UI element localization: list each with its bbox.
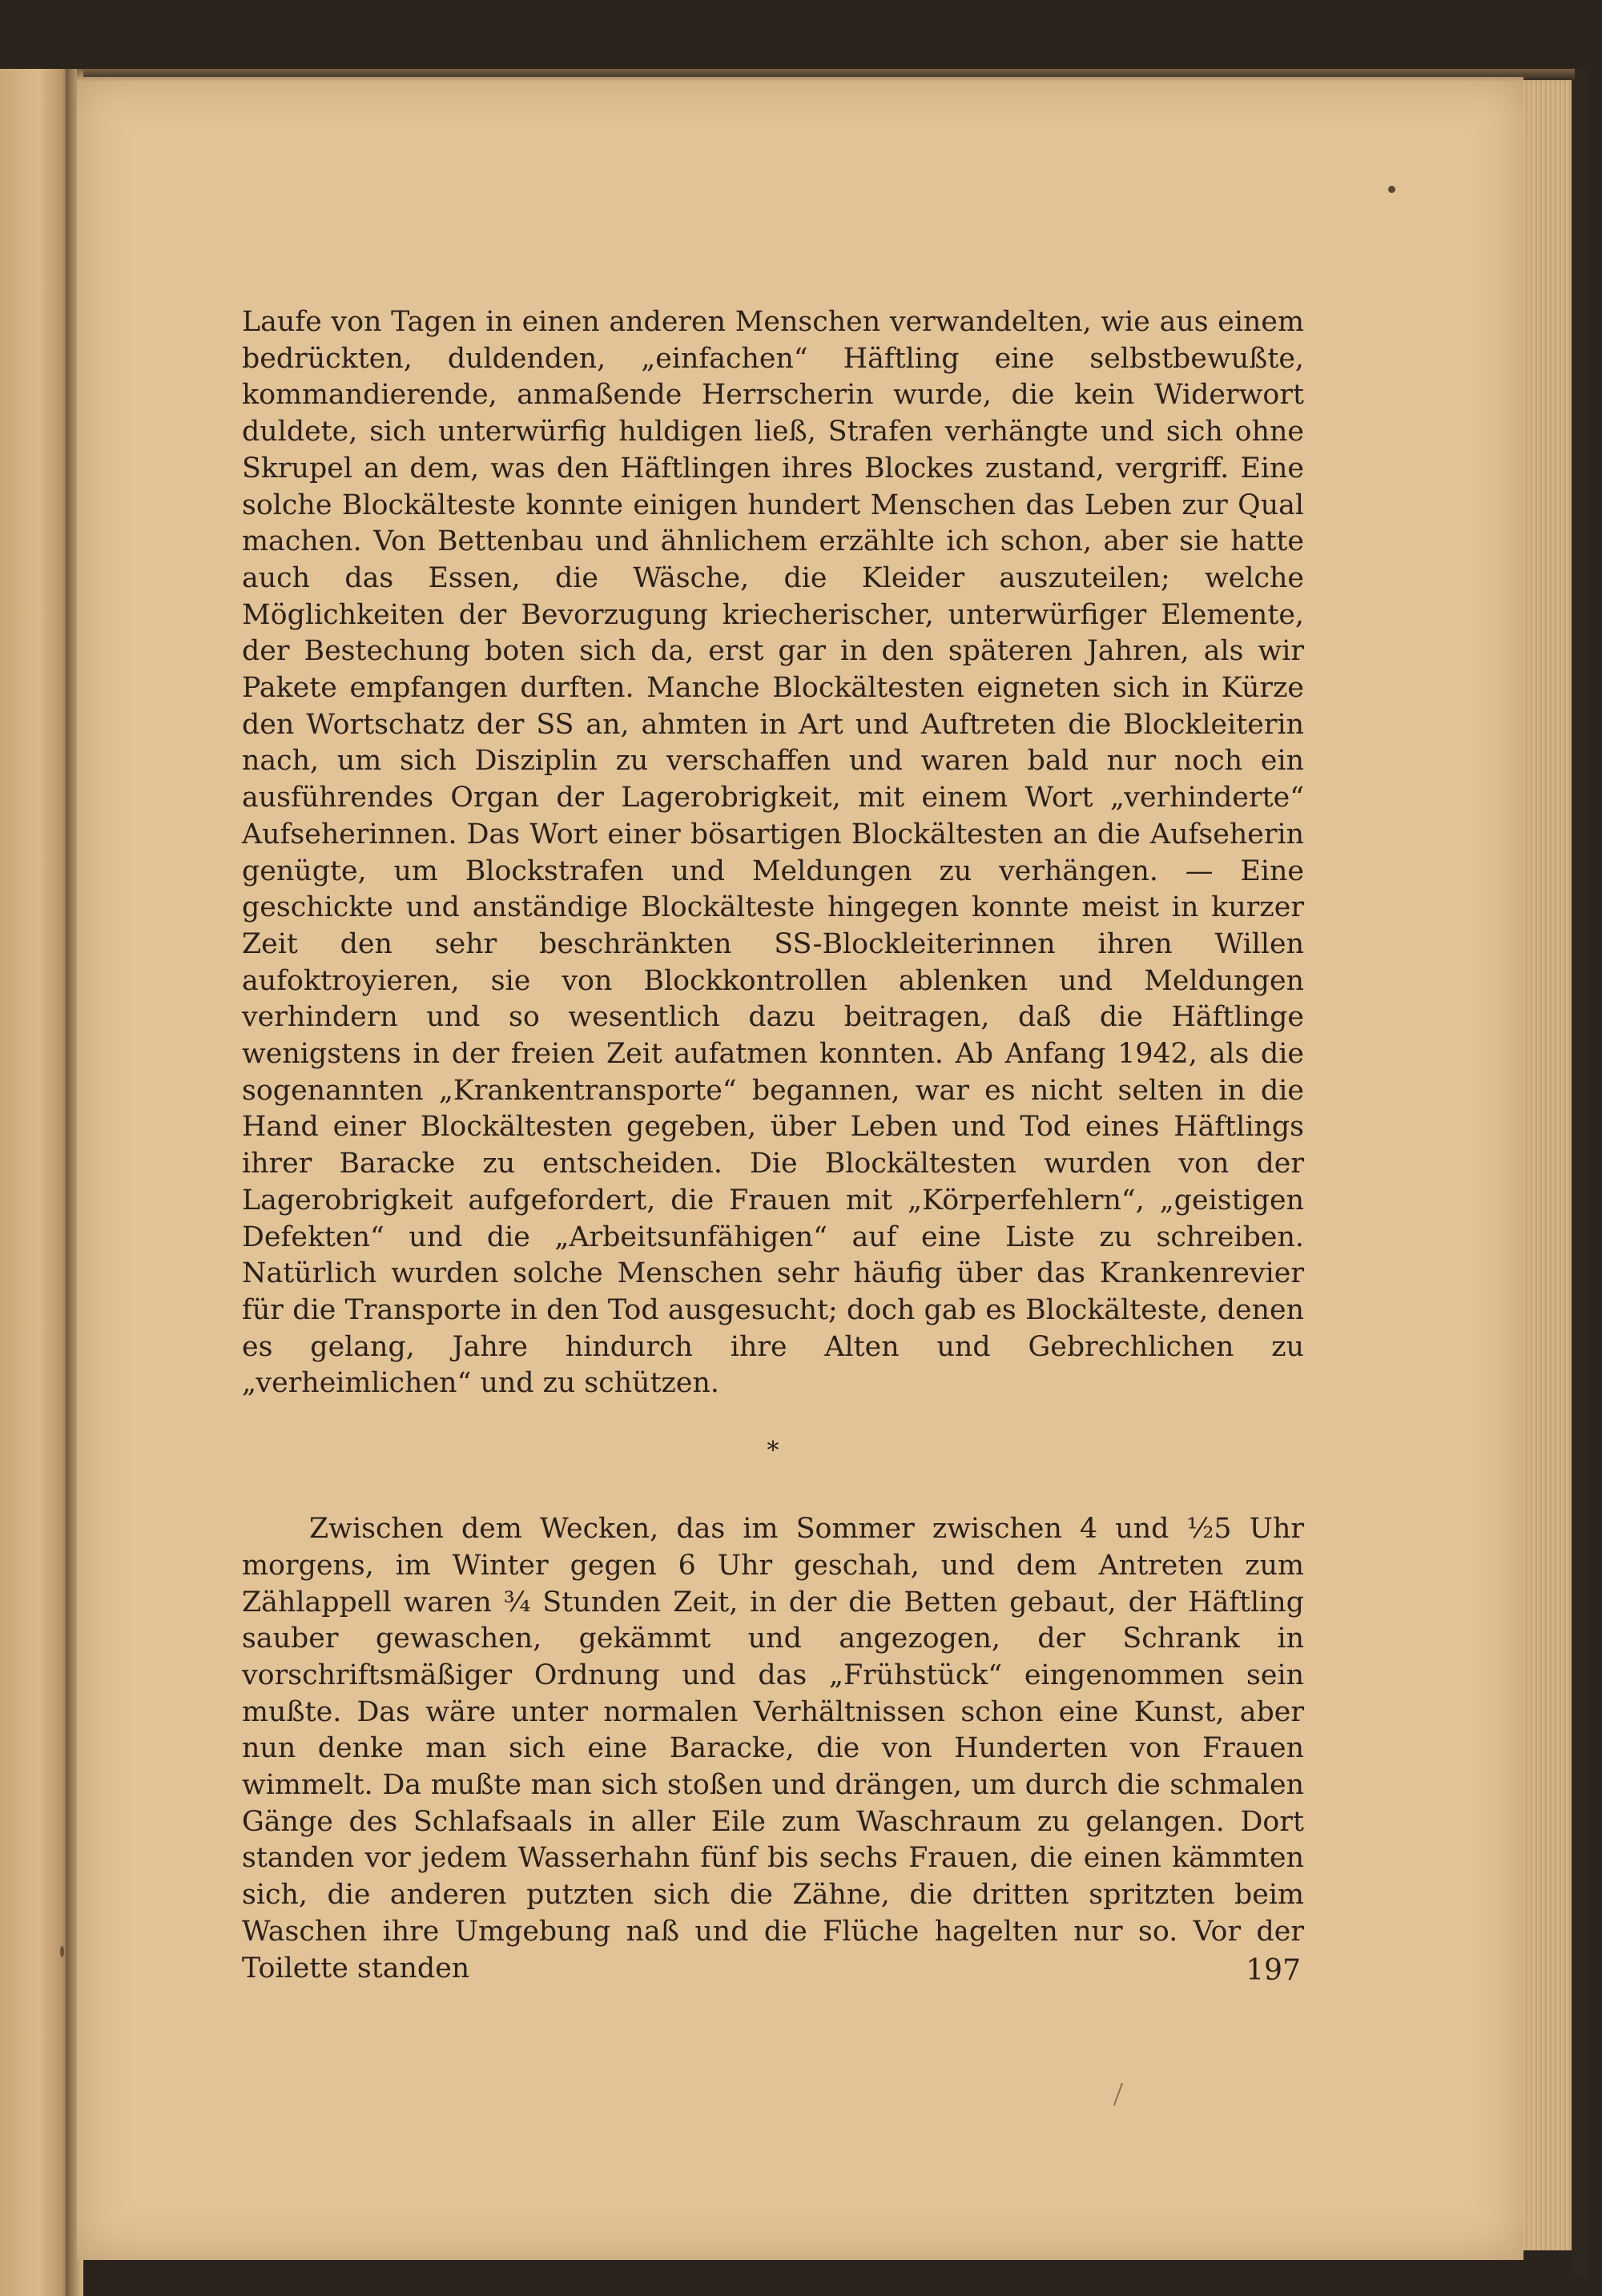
paper-speck bbox=[1388, 186, 1395, 193]
paragraph-2: Zwischen dem Wecken, das im Sommer zwischen 4 und ½5 Uhr morgens, im Winter gegen 6 Uhr geschah, und dem Antreten zum Zählappell waren ¾ Stunden Zeit, in der die Betten gebaut, der Häftling sauber gewaschen, gekämmt und angezogen, der Schrank in vorschriftsmäßiger Ordnung und das „Frühstück“ eingenommen sein mußte. Das wäre unter normalen Verhältnissen schon eine Kunst, aber nun denke man sich eine Baracke, die von Hunderten von Frauen wimmelt. Da mußte man sich stoßen und drängen, um durch die schmalen Gänge des Schlafsaals in aller Eile zum Waschraum zu gelangen. Dort standen vor jedem Wasserhahn fünf bis sechs Frauen, die einen kämmten sich, die anderen putzten sich die Zähne, die dritten spritzten beim Waschen ihre Umgebung naß und die Flüche hagelten nur so. Vor der Toilette standen bbox=[242, 1513, 1304, 1984]
page-number: 197 bbox=[1246, 1954, 1301, 1987]
book-cover-edge bbox=[1572, 67, 1588, 2278]
left-page-edge bbox=[0, 69, 69, 2296]
top-shadow bbox=[77, 69, 1575, 82]
page-stack-edges bbox=[1524, 80, 1572, 2250]
paper-speck bbox=[60, 1946, 64, 1957]
page-text bbox=[242, 304, 1304, 1987]
section-separator: * bbox=[767, 1437, 779, 1466]
paragraph-1: Laufe von Tagen in einen anderen Menschen verwandelten, wie aus einem bedrückten, duldenden, „einfachen“ Häftling eine selbstbewußte, kommandierende, anmaßende Herrscherin wurde, die kein Widerwort duldete, sich unterwürfig huldigen ließ, Strafen verhängte und sich ohne Skrupel an dem, was den Häftlingen ihres Blockes zustand, vergriff. Eine solche Blockälteste konnte einigen hundert Menschen das Leben zur Qual machen. Von Bettenbau und ähnlichem erzählte ich schon, aber sie hatte auch das Essen, die Wäsche, die Kleider auszuteilen; welche Möglichkeiten der Bevorzugung kriecherischer, unterwürfiger Elemente, der Bestechung boten sich da, erst gar in den späteren Jahren, als wir Pakete empfangen durften. Manche Blockältesten eigneten sich in Kürze den Wortschatz der SS an, ahmten in Art und Auftreten die Blockleiterin nach, um sich Disziplin zu verschaffen und waren bald nur noch ein ausführendes Organ der Lagerobrigkeit, mit einem Wort „verhinderte“ Aufseherinnen. Das Wort einer bösartigen Blockältesten an die Aufseherin genügte, um Blockstrafen und Meldungen zu verhängen. — Eine geschickte und anständige Blockälteste hingegen konnte meist in kurzer Zeit den sehr beschränkten SS-Blockleiterinnen ihren Willen aufoktroyieren, sie von Blockkontrollen ablenken und Meldungen verhindern und so wesentlich dazu beitragen, daß die Häftlinge wenigstens in der freien Zeit aufatmen konnten. Ab Anfang 1942, als die sogenannten „Krankentransporte“ begannen, war es nicht selten in die Hand einer Blockältesten gegeben, über Leben und Tod eines Häftlings ihrer Baracke zu entscheiden. Die Blockältesten wurden von der Lagerobrigkeit aufgefordert, die Frauen mit „Körperfehlern“, „geistigen Defekten“ und die „Arbeitsunfähigen“ auf eine Liste zu schreiben. Natürlich wurden solche Menschen sehr häufig über das Krankenrevier für die Transporte in den Tod ausgesucht; doch gab es Blockälteste, denen es gelang, Jahre hindurch ihre Alten und Gebrechlichen zu „verheimlichen“ und zu schützen. bbox=[242, 306, 1304, 1400]
